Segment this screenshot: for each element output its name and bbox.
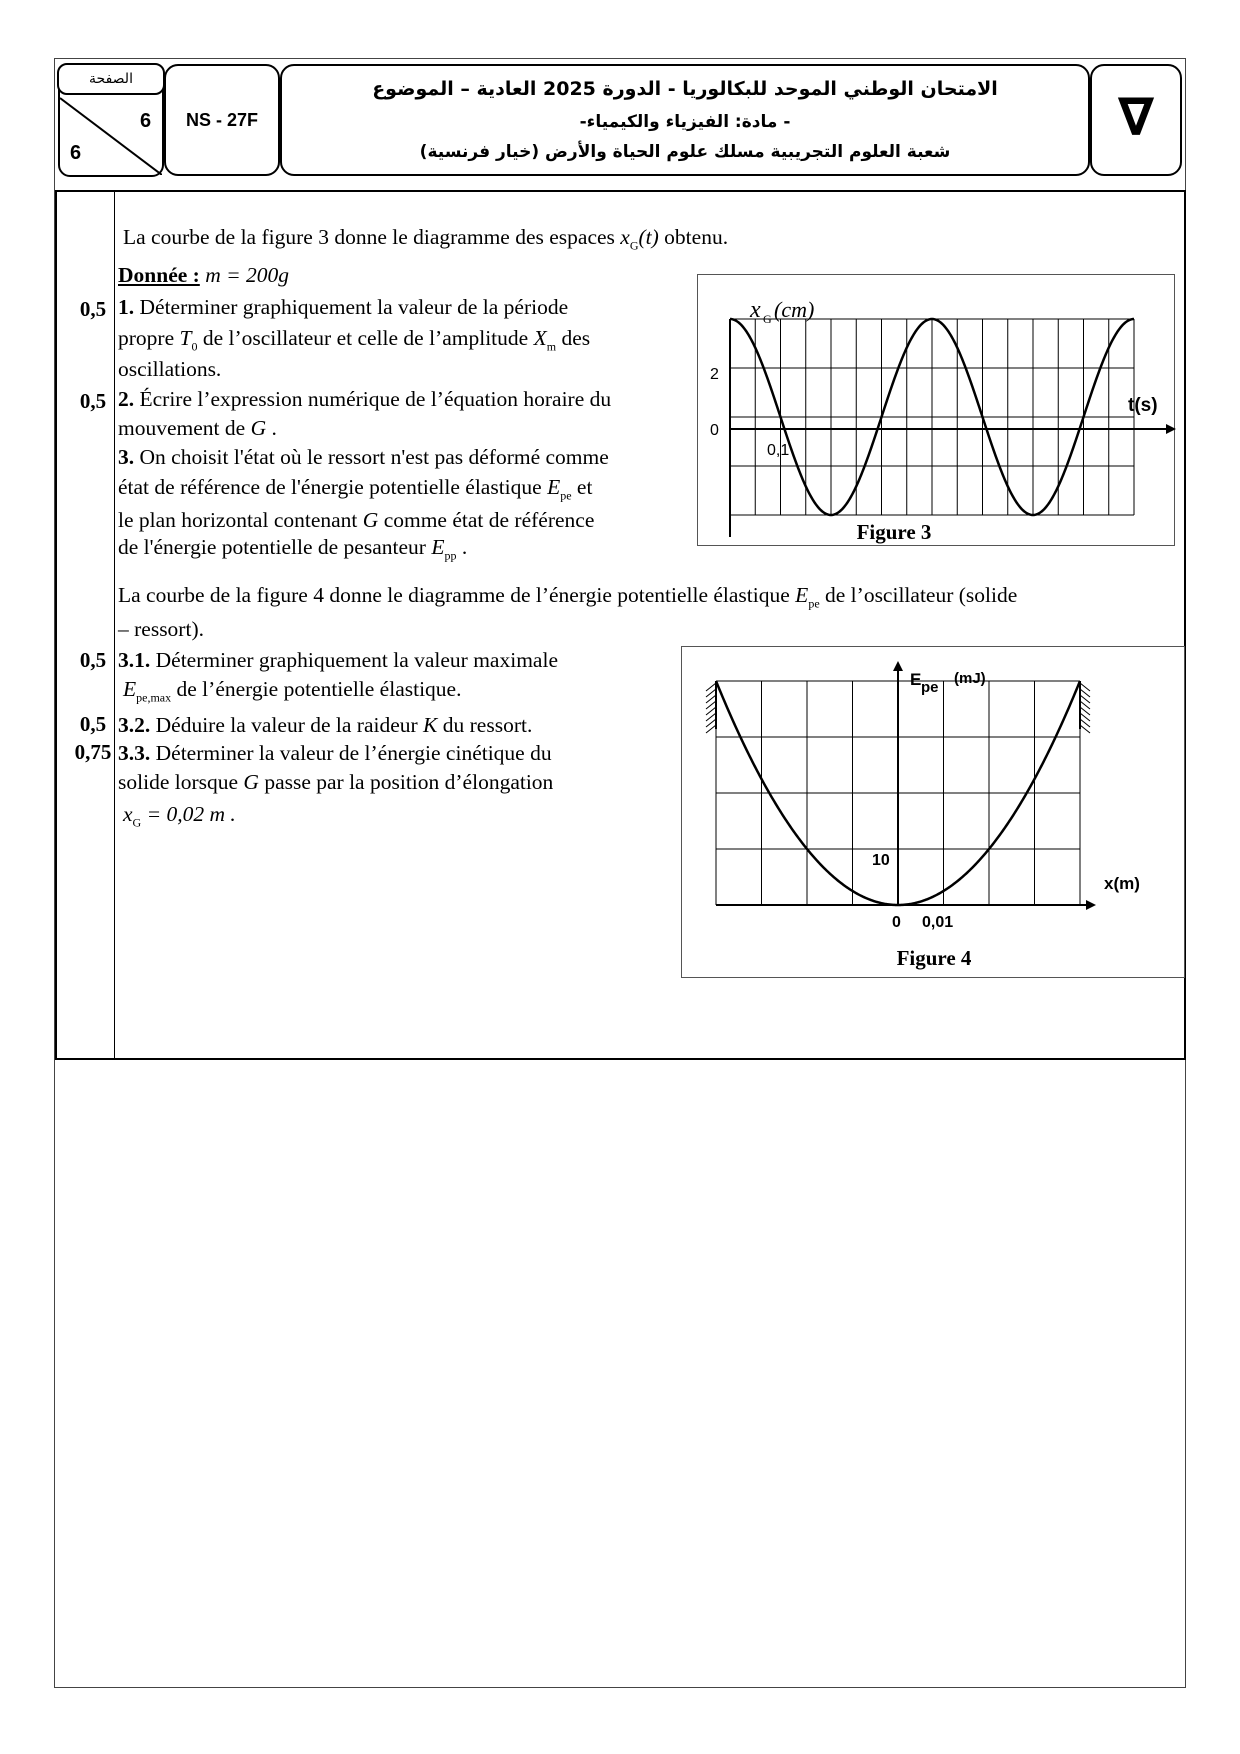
figure4-intro: La courbe de la figure 4 donne le diagramme de l’énergie potentielle élastique $E_{pe}$ de l’oscillateur (solide <box>118 583 1018 611</box>
title-box <box>280 64 1090 176</box>
figure-3-grid <box>730 319 1134 515</box>
figure-3-t-axis-arrow <box>1166 424 1176 434</box>
question-3-line2: état de référence de l'énergie potentielle élastique $E_{pe}$ et <box>118 475 593 503</box>
figure-3-tick-0: 0 <box>710 422 719 439</box>
figure4-intro-line2: – ressort). <box>118 617 204 641</box>
figure-4-ylabel: E <box>910 670 922 689</box>
figure-4-yunit: (mJ) <box>954 670 986 687</box>
question-3-3-line2: solide lorsque G passe par la position d’élongation <box>118 770 554 794</box>
figure-4-plot <box>682 647 1186 979</box>
figure-4 <box>681 646 1185 978</box>
figure-4-tick-001: 0,01 <box>922 914 954 931</box>
question-1-line2: propre $T_0$ de l’oscillateur et celle de l’amplitude $X_m$ des <box>118 326 591 354</box>
exam-code-box <box>164 64 280 176</box>
page-label: الصفحة <box>89 71 133 87</box>
points-q31: 0,5 <box>79 648 107 672</box>
question-3-3-line3: $x_G = 0,02$ m . <box>123 802 236 830</box>
exam-title-line1: الامتحان الوطني الموحد للبكالوريا - الدورة 2025 العادية – الموضوع <box>372 78 998 100</box>
figure-3-plot <box>698 275 1176 547</box>
figure-4-ylabel-sub: pe <box>921 679 939 696</box>
points-q33: 0,75 <box>74 740 112 764</box>
figure-4-y-axis-arrow <box>893 661 903 671</box>
question-3-line4: de l'énergie potentielle de pesanteur $E_{pp}$ . <box>118 535 468 563</box>
question-3: 3. On choisit l'état où le ressort n'est pas déformé comme <box>118 445 609 469</box>
question-1-line3: oscillations. <box>118 357 222 381</box>
corner-symbol-box <box>1090 64 1182 176</box>
donnee: Donnée : m = 200g <box>118 263 289 287</box>
question-1: 1. Déterminer graphiquement la valeur de la période <box>118 295 569 319</box>
exam-code: NS - 27F <box>185 110 259 130</box>
figure-3-ylabel: x <box>750 297 761 323</box>
question-3-2: 3.2. Déduire la valeur de la raideur K du ressort. <box>118 713 533 737</box>
points-q1: 0,5 <box>79 297 107 321</box>
question-3-3: 3.3. Déterminer la valeur de l’énergie cinétique du <box>118 741 552 765</box>
points-q32: 0,5 <box>79 712 107 736</box>
figure-4-tick-10: 10 <box>872 852 890 869</box>
page-label-box <box>57 63 165 95</box>
figure-3-tick-01: 0,1 <box>767 442 790 459</box>
figure-4-x-axis-arrow <box>1086 900 1096 910</box>
figure-3-xlabel: t(s) <box>1128 395 1158 416</box>
exam-title-line2: - مادة: الفيزياء والكيمياء- <box>579 112 791 132</box>
figure-3-caption: Figure 3 <box>856 520 932 544</box>
figure-4-tick-0: 0 <box>892 914 901 931</box>
content-frame <box>55 190 1186 1060</box>
figure-4-xlabel: x(m) <box>1104 874 1140 893</box>
figure-3-ylabel-unit: (cm) <box>774 297 815 322</box>
points-q2: 0,5 <box>79 389 107 413</box>
question-2-line2: mouvement de G . <box>118 416 277 440</box>
nabla-icon: ∇ <box>1117 89 1155 147</box>
page-total: 6 <box>70 142 82 164</box>
question-3-1-line2: $E_{pe,max}$ de l’énergie potentielle élastique. <box>123 677 462 705</box>
figure-3-tick-2: 2 <box>710 366 719 383</box>
figure-3-ylabel-sub: G <box>763 312 772 326</box>
exam-title-line3: شعبة العلوم التجريبية مسلك علوم الحياة والأرض (خيار فرنسية) <box>419 142 951 162</box>
figure-3 <box>697 274 1175 546</box>
question-3-1: 3.1. Déterminer graphiquement la valeur maximale <box>118 648 558 672</box>
question-2: 2. Écrire l’expression numérique de l’équation horaire du <box>118 387 612 411</box>
figure-4-caption: Figure 4 <box>896 946 972 970</box>
question-3-line3: le plan horizontal contenant G comme état de référence <box>118 508 595 532</box>
page-current: 6 <box>140 110 152 132</box>
intro-text: La courbe de la figure 3 donne le diagramme des espaces $x_G(t)$ obtenu. <box>123 225 729 253</box>
